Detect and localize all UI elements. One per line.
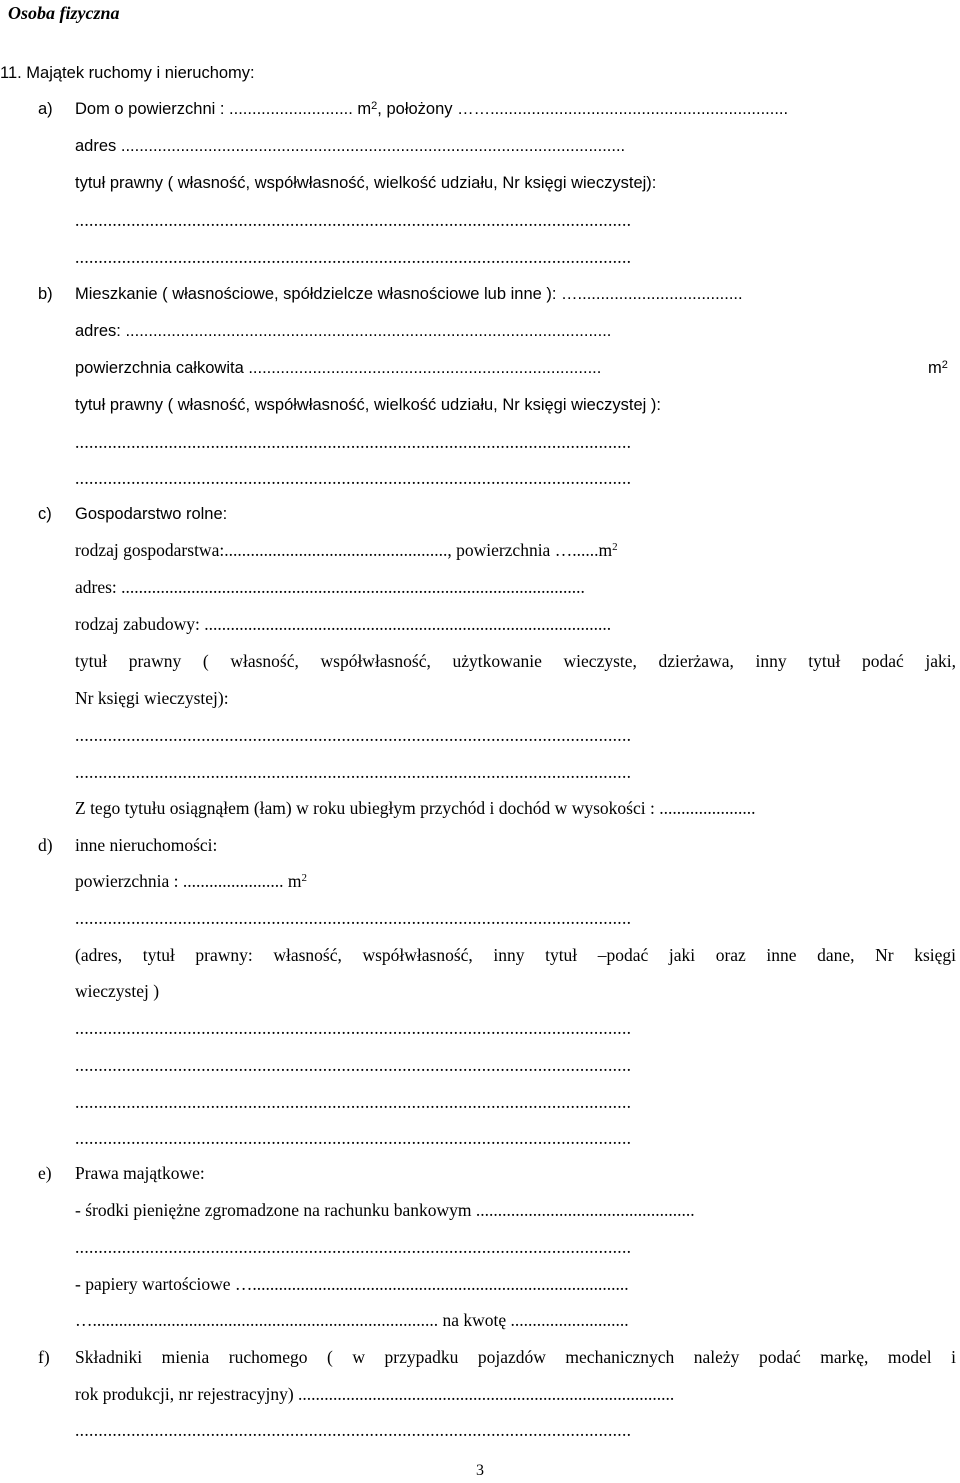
item-b-dots1: ....................................................................................................................... — [75, 432, 632, 452]
item-a-dots1: ....................................................................................................................... — [75, 210, 632, 230]
item-c-address: adres: .......................................................................................................... — [75, 577, 585, 597]
item-d-mark: d) — [38, 835, 53, 855]
page-number: 3 — [476, 1462, 484, 1479]
item-b-line1: Mieszkanie ( własnościowe, spółdzielcze własnościowe lub inne ): ….................................... — [75, 285, 743, 303]
item-c-line1: Gospodarstwo rolne: — [75, 505, 228, 523]
item-b-title: tytuł prawny ( własność, współwłasność, wielkość udziału, Nr księgi wieczystej ): — [75, 396, 661, 414]
item-b-dots2: ....................................................................................................................... — [75, 468, 632, 488]
item-a-line1: Dom o powierzchni : ........................... $m^2$, położony ……................................................................. — [75, 100, 789, 118]
item-e-line1: Prawa majątkowe: — [75, 1163, 205, 1183]
item-d-desc2: wieczystej ) — [75, 981, 160, 1001]
item-d-area-text: powierzchnia : ....................... m — [75, 871, 302, 891]
item-a-dots2: ....................................................................................................................... — [75, 247, 632, 267]
item-d-dots4: ....................................................................................................................... — [75, 1128, 632, 1148]
item-a-location: , położony ……................................................................. — [377, 100, 789, 118]
item-d-area: powierzchnia : ....................... $m^2$ — [75, 871, 307, 891]
item-c-title1: tytuł prawny ( własność, współwłasność, użytkowanie wieczyste, dzierżawa, inny tytuł podać jaki, — [75, 651, 956, 671]
item-d-dots1: ....................................................................................................................... — [75, 1018, 632, 1038]
item-b-mark: b) — [38, 285, 53, 303]
item-b-area — [75, 357, 950, 379]
item-c-title2: Nr księgi wieczystej): — [75, 688, 229, 708]
item-f-mark: f) — [38, 1347, 50, 1367]
item-d-line1: inne nieruchomości: — [75, 835, 218, 855]
item-c-income: Z tego tytułu osiągnąłem (łam) w roku ubiegłym przychód i dochód w wysokości : ...................... — [75, 798, 756, 818]
item-c-dots1: ....................................................................................................................... — [75, 725, 632, 745]
item-c-mark: c) — [38, 505, 52, 523]
item-f-line2: rok produkcji, nr rejestracyjny) ...................................................................................... — [75, 1384, 675, 1404]
item-b-area-unit-text: m — [928, 359, 942, 377]
item-b-area-unit: $m^2$ — [928, 359, 948, 377]
item-e-item1: - środki pieniężne zgromadzone na rachunku bankowym .................................................. — [75, 1200, 695, 1220]
item-f-line1: Składniki mienia ruchomego ( w przypadku pojazdów mechanicznych należy podać markę, model i — [75, 1347, 956, 1367]
item-a-area: Dom o powierzchni : ........................... m — [75, 100, 372, 118]
section-title-text: 11. Majątek ruchomy i nieruchomy: — [0, 64, 255, 82]
item-e-item2b: …............................................................................... na kwotę ........................... — [75, 1310, 629, 1330]
item-b-area-text: powierzchnia całkowita ............................................................................. — [75, 359, 602, 377]
item-a-title: tytuł prawny ( własność, współwłasność, wielkość udziału, Nr księgi wieczystej): — [75, 174, 657, 192]
item-c-build: rodzaj zabudowy: ............................................................................................. — [75, 614, 612, 634]
item-e-dots1: ....................................................................................................................... — [75, 1237, 632, 1257]
item-a-mark: a) — [38, 100, 53, 118]
item-c-type: rodzaj gospodarstwa:..................................................., powierzchnia $\dots......m^2$ — [75, 540, 618, 560]
item-d-dots0: ....................................................................................................................... — [75, 908, 632, 928]
item-d-dots3: ....................................................................................................................... — [75, 1092, 632, 1112]
section-title — [0, 61, 255, 84]
item-a-address: adres .............................................................................................................. — [75, 137, 626, 155]
document-header: Osoba fizyczna — [8, 3, 120, 23]
item-e-mark: e) — [38, 1163, 52, 1183]
item-c-dots2: ....................................................................................................................... — [75, 762, 632, 782]
item-d-dots2: ....................................................................................................................... — [75, 1055, 632, 1075]
item-f-dots1: ....................................................................................................................... — [75, 1420, 632, 1440]
item-b-address: adres: .......................................................................................................... — [75, 322, 612, 340]
item-c-type-text: rodzaj gospodarstwa:..................................................., powierzchnia …......m — [75, 540, 613, 560]
item-e-item2: - papiery wartościowe …...................................................................................... — [75, 1274, 629, 1294]
item-d-desc1: (adres, tytuł prawny: własność, współwłasność, inny tytuł –podać jaki oraz inne dane, Nr księgi — [75, 945, 956, 965]
